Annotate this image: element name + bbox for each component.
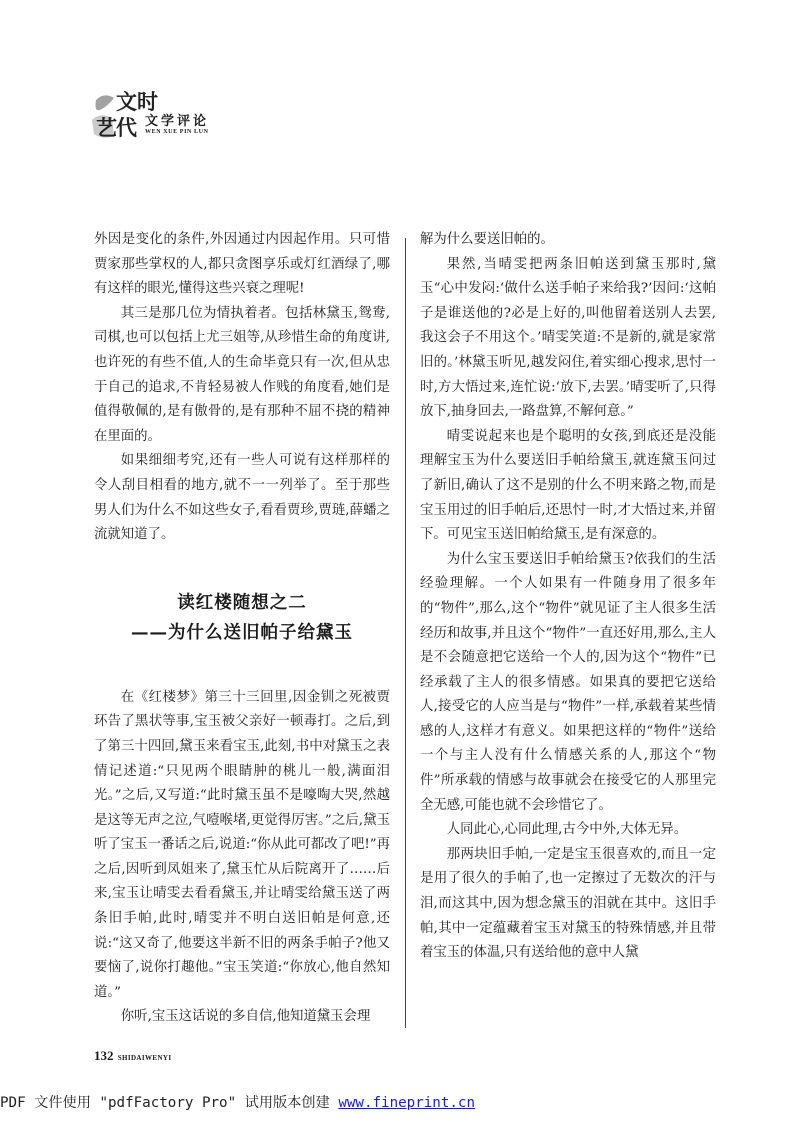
pdf-footer xyxy=(0,1092,475,1112)
paragraph: 人同此心,心同此理,古今中外,大体无异。 xyxy=(446,822,688,838)
paragraph: 如果细细考究,还有一些人可说有这样那样的令人刮目相看的地方,就不一一列举了。至于那些男人们为什么不如这些女子,看看贾珍,贾琏,薛蟠之流就知道了。 xyxy=(94,453,390,543)
masthead xyxy=(88,86,238,146)
page-number: 132 xyxy=(94,1048,114,1063)
section-title: 文学评论 xyxy=(145,114,210,129)
article-title: 读红楼随想之二 xyxy=(177,592,307,613)
paragraph: 果然,当晴雯把两条旧帕送到黛玉那时,黛玉“心中发闷:‘做什么送手帕子来给我?’因问:‘这帕子是谁送他的?必是上好的,叫他留着送别人去罢,我这会子不用这个。’晴雯笑道:不是新的,就是家常旧的。’林黛玉听见,越发闷住,着实细心搜求,思忖一时,方大悟过来,连忙说:‘放下,去罢。’晴雯听了,只得放下,抽身回去,一路盘算,不解何意。” xyxy=(420,256,716,420)
article-heading xyxy=(94,588,390,648)
right-column xyxy=(420,228,716,966)
paragraph: 你听,宝玉这话说的多自信,他知道黛玉会理 xyxy=(120,1009,371,1025)
section-pinyin: WEN XUE PIN LUN xyxy=(145,129,209,135)
paragraph: 晴雯说起来也是个聪明的女孩,到底还是没能理解宝玉为什么要送旧手帕给黛玉,就连黛玉问过了新旧,确认了这不是别的什么不明来路之物,而是宝玉用过的旧手帕后,还思忖一时,才大悟过来,并留下。可见宝玉送旧帕给黛玉,是有深意的。 xyxy=(420,428,716,543)
footer-link[interactable]: www.fineprint.cn xyxy=(338,1095,476,1111)
logo-line-2: 艺代 xyxy=(96,115,136,140)
column-divider xyxy=(405,238,406,1028)
logo-line-1: 文时 xyxy=(116,89,158,114)
journal-name: SHIDAIWENYI xyxy=(117,1054,172,1062)
folio xyxy=(94,1048,172,1064)
paragraph: 那两块旧手帕,一定是宝玉很喜欢的,而且一定是用了很久的手帕了,也一定擦过了无数次的汗与泪,而这其中,因为想念黛玉的泪就在其中。这旧手帕,其中一定蕴藏着宝玉对黛玉的特殊情感,并且带着宝玉的体温,只有送给他的意中人黛 xyxy=(420,846,716,961)
paragraph: 解为什么要送旧帕的。 xyxy=(420,232,554,247)
footer-text: PDF 文件使用 "pdfFactory Pro" 试用版本创建 xyxy=(0,1095,339,1111)
paragraph: 在《红楼梦》第三十三回里,因金钏之死被贾环告了黑状等事,宝玉被父亲好一顿毒打。之后,到了第三十四回,黛玉来看宝玉,此刻,书中对黛玉之表情记述道:“只见两个眼睛肿的桃儿一般,满面泪光。”之后,又写道:“此时黛玉虽不是嚎啕大哭,然越是这等无声之泣,气噎喉堵,更觉得厉害。”之后,黛玉听了宝玉一番话之后,说道:“你从此可都改了吧!”再之后,因听到凤姐来了,黛玉忙从后院离开了……后来,宝玉让晴雯去看看黛玉,并让晴雯给黛玉送了两条旧手帕,此时,晴雯并不明白送旧帕是何意,还说:“这又奇了,他要这半新不旧的两条手帕子?他又要恼了,说你打趣他。”宝玉笑道:“你放心,他自然知道。” xyxy=(94,689,390,1000)
paragraph: 外因是变化的条件,外因通过内因起作用。只可惜贾家那些掌权的人,都只贪图享乐或灯红酒绿了,哪有这样的眼光,懂得这些兴衰之理呢! xyxy=(94,232,390,297)
paragraph: 为什么宝玉要送旧手帕给黛玉?依我们的生活经验理解。一个人如果有一件随身用了很多年的“物件”,那么,这个“物件”就见证了主人很多生活经历和故事,并且这个“物件”一直还好用,那么,主人是不会随意把它送给一个人的,因为这个“物件”已经承载了主人的很多情感。如果真的要把它送给人,接受它的人应当是与“物件”一样,承载着某些情感的人,这样才有意义。如果把这样的“物件”送给一个与主人没有什么情感关系的人,那这个“物件”所承载的情感与故事就会在接受它的人那里完全无感,可能也就不会珍惜它了。 xyxy=(420,551,716,813)
article-subtitle: ——为什么送旧帕子给黛玉 xyxy=(131,622,353,643)
left-column xyxy=(94,228,390,1030)
paragraph: 其三是那几位为情执着者。包括林黛玉,鸳鸯,司棋,也可以包括上尤三姐等,从珍惜生命的角度讲,也许死的有些不值,人的生命毕竟只有一次,但从忠于自己的追求,不肯轻易被人作贱的角度看,她们是值得敬佩的,是有傲骨的,是有那种不屈不挠的精神在里面的。 xyxy=(94,305,390,444)
